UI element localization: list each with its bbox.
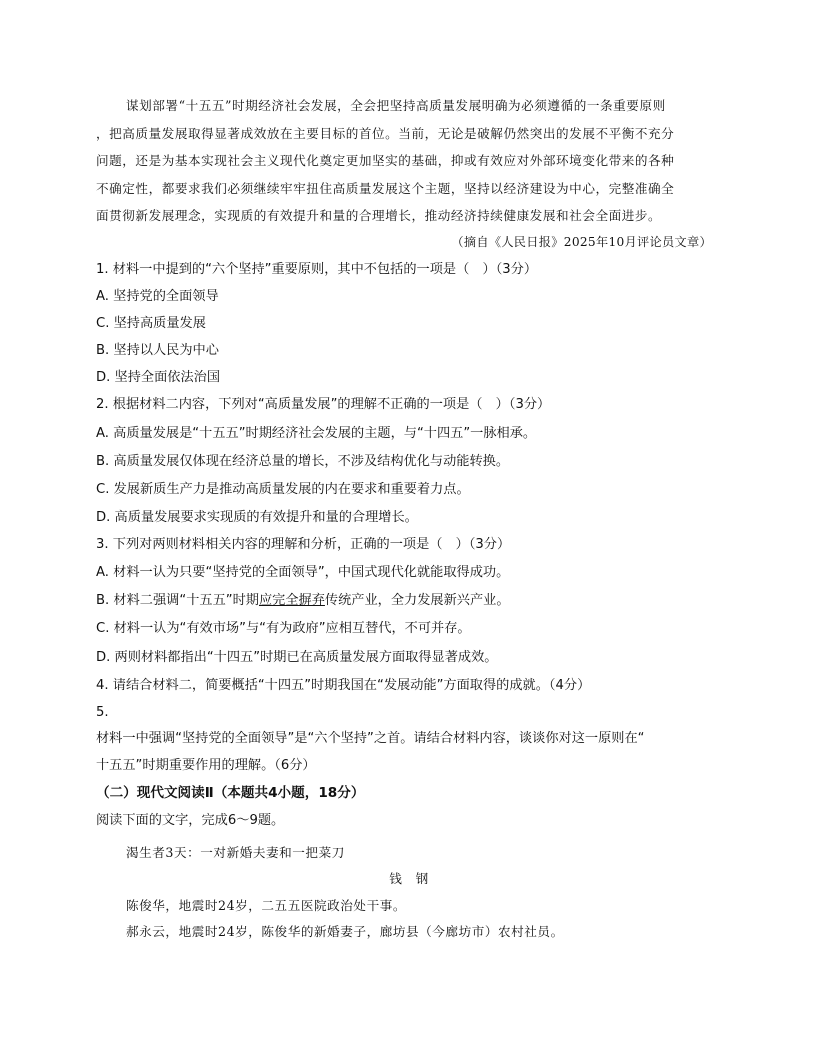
q2-option-a: A. 高质量发展是“十五五”时期经济社会发展的主题，与“十四五”一脉相承。 xyxy=(96,426,537,441)
q3-option-a: A. 材料一认为只要“坚持党的全面领导”，中国式现代化就能取得成功。 xyxy=(96,565,510,580)
article-paragraph-2: 郝永云，地震时24岁，陈俊华的新婚妻子，廊坊县（今廊坊市）农村社员。 xyxy=(126,924,564,939)
q2-option-b: B. 高质量发展仅体现在经济总量的增长，不涉及结构优化与动能转换。 xyxy=(96,454,510,469)
q5-number: 5. xyxy=(96,705,109,720)
section-heading: （二）现代文阅读Ⅱ（本题共4小题，18分） xyxy=(96,785,365,801)
q3-stem: 3. 下列对两则材料相关内容的理解和分析，正确的一项是（ ）（3分） xyxy=(96,537,511,552)
q3-option-b-underlined: 应完全摒弃 xyxy=(258,593,325,608)
q2-stem: 2. 根据材料二内容，下列对“高质量发展”的理解不正确的一项是（ ）（3分） xyxy=(96,397,551,412)
q2-option-c: C. 发展新质生产力是推动高质量发展的内在要求和重要着力点。 xyxy=(96,482,470,497)
material-line-1: 谋划部署“十五五”时期经济社会发展，全会把坚持高质量发展明确为必须遵循的一条重要原则 xyxy=(126,98,666,113)
q1-option-c: C. 坚持高质量发展 xyxy=(96,316,206,331)
q1-option-b: B. 坚持以人民为中心 xyxy=(96,343,219,358)
q1-option-d: D. 坚持全面依法治国 xyxy=(96,370,221,385)
article-author: 钱 钢 xyxy=(389,871,429,886)
article-subtitle: 渴生者3天：一对新婚夫妻和一把菜刀 xyxy=(126,845,345,860)
material-line-4: 不确定性，都要求我们必须继续牢牢扭住高质量发展这个主题，坚持以经济建设为中心，完整准确全 xyxy=(96,181,675,196)
q1-stem: 1. 材料一中提到的“六个坚持”重要原则，其中不包括的一项是（ ）（3分） xyxy=(96,262,538,277)
material-line-2: ，把高质量发展取得显著成效放在主要目标的首位。当前，无论是破解仍然突出的发展不平衡不充分 xyxy=(96,126,675,141)
q3-option-b xyxy=(96,593,722,609)
article-paragraph-1: 陈俊华，地震时24岁，二五五医院政治处干事。 xyxy=(126,898,406,913)
q5-line-2: 十五五”时期重要作用的理解。（6分） xyxy=(96,758,316,773)
q3-option-b-pre: B. 材料二强调“十五五”时期 xyxy=(96,593,259,608)
q2-option-d: D. 高质量发展要求实现质的有效提升和量的合理增长。 xyxy=(96,510,418,525)
q3-option-b-post: 传统产业，全力发展新兴产业。 xyxy=(324,593,510,608)
section-instruction: 阅读下面的文字，完成6～9题。 xyxy=(96,813,285,828)
material-source: （摘自《人民日报》2025年10月评论员文章） xyxy=(451,235,712,249)
q5-line-1: 材料一中强调“坚持党的全面领导”是“六个坚持”之首。请结合材料内容，谈谈你对这一原则在“ xyxy=(96,731,645,746)
q3-option-d: D. 两则材料都指出“十四五”时期已在高质量发展方面取得显著成效。 xyxy=(96,650,498,665)
material-line-3: 问题，还是为基本实现社会主义现代化奠定更加坚实的基础，抑或有效应对外部环境变化带来的各种 xyxy=(96,153,675,168)
q3-option-c: C. 材料一认为“有效市场”与“有为政府”应相互替代，不可并存。 xyxy=(96,621,471,636)
q1-option-a: A. 坚持党的全面领导 xyxy=(96,289,219,304)
q4-stem: 4. 请结合材料二，简要概括“十四五”时期我国在“发展动能”方面取得的成就。（4分） xyxy=(96,678,591,693)
material-line-5: 面贯彻新发展理念，实现质的有效提升和量的合理增长，推动经济持续健康发展和社会全面进步。 xyxy=(96,208,662,223)
